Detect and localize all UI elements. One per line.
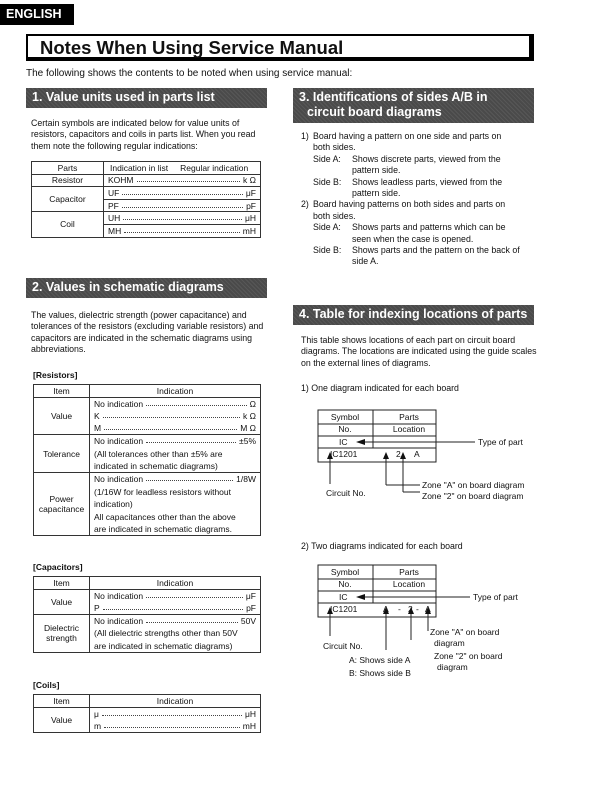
power-label-1: Power: [49, 494, 74, 505]
section-3-item-text: pattern side.: [352, 165, 401, 176]
resistors-label: [Resistors]: [33, 370, 78, 380]
tol-note-1: (All tolerances other than ±5% are: [90, 447, 261, 460]
language-tab: ENGLISH: [0, 4, 74, 25]
diagram-1-label: 1) One diagram indicated for each board: [301, 383, 459, 393]
d2-side-b: B: Shows side B: [349, 668, 411, 678]
d2-dash-1: -: [398, 604, 401, 614]
d2-zone-2-1: Zone "2" on board: [434, 651, 503, 661]
tol-noind: No indication: [94, 436, 144, 447]
coils-label: [Coils]: [33, 680, 60, 690]
section-3-item-key: Side A:: [313, 222, 341, 233]
th-regular: Regular indication: [180, 162, 249, 173]
d2-zone-2-2: diagram: [437, 662, 468, 672]
d1-ic1201: IC1201: [330, 449, 358, 459]
section-3-item-text: Board having a pattern on one side and parts on: [313, 131, 502, 141]
kohm-unit: k Ω: [243, 175, 256, 186]
section-3-item-text: seen when the case is opened.: [352, 233, 474, 244]
d1-zone-2-label: Zone "2" on board diagram: [422, 491, 524, 501]
d1-location: Location: [392, 424, 426, 434]
section-3-item-text: Shows parts and patterns which can be: [352, 222, 506, 233]
d2-location: Location: [392, 579, 426, 589]
coil-mh: mH: [242, 720, 256, 731]
d2-ic1201: IC1201: [330, 604, 358, 614]
cap-uf: μF: [245, 590, 256, 601]
d1-type: Type of part: [478, 437, 523, 447]
section-2-text: The values, dielectric strength (power capacitance) and tolerances of the resistors (excluding variable resistors) and capacitors are indicated in the schematic diagrams using abbreviations.: [31, 310, 264, 355]
pf-unit: pF: [246, 200, 256, 211]
uh-code: UH: [108, 213, 121, 224]
cap-pf: pF: [246, 602, 256, 613]
tolerance-label: Tolerance: [34, 435, 90, 473]
pow-note-2: indication): [90, 498, 261, 511]
cap-value-label: Value: [34, 589, 90, 614]
cap-noind: No indication: [94, 590, 144, 601]
coil-th-indication: Indication: [90, 695, 261, 708]
d1-parts: Parts: [399, 412, 419, 422]
section-3-item-text: Shows leadless parts, viewed from the: [352, 176, 503, 187]
diel-value: 50V: [240, 615, 256, 626]
pow-note-4: are indicated in schematic diagrams.: [90, 523, 261, 536]
pow-value: 1/8W: [236, 474, 256, 485]
coil-value-label: Value: [34, 707, 90, 732]
section-3-item-key: Side A:: [313, 153, 341, 164]
d2-parts: Parts: [399, 567, 419, 577]
power-label-2: capacitance: [38, 504, 85, 515]
uf-code: UF: [108, 187, 120, 198]
section-3-item-text: pattern side.: [352, 188, 401, 199]
mh-unit: mH: [242, 225, 256, 236]
uh-unit: μH: [244, 213, 256, 224]
section-3-item-text: both sides.: [313, 142, 356, 153]
d2-type: Type of part: [473, 592, 518, 602]
diel-note-2: are indicated in schematic diagrams): [90, 639, 261, 652]
d2-zone-2: 2: [408, 604, 413, 614]
res-kohm: k Ω: [243, 410, 256, 421]
capacitors-label: [Capacitors]: [33, 562, 83, 572]
d2-side: A: [383, 604, 389, 614]
section-3-title-1: 3. Identifications of sides A/B in: [299, 90, 488, 104]
res-k: K: [94, 410, 100, 421]
diel-label-1: Dielectric: [44, 623, 79, 634]
tol-note-2: indicated in schematic diagrams): [90, 460, 261, 473]
mh-code: MH: [108, 225, 122, 236]
d1-ic: IC: [339, 437, 348, 447]
diel-noind: No indication: [94, 615, 144, 626]
d1-zone-a-label: Zone "A" on board diagram: [422, 480, 525, 490]
d2-zone-a-1: Zone "A" on board: [430, 627, 500, 637]
diel-note-1: (All dielectric strengths other than 50V: [90, 627, 261, 640]
pf-code: PF: [108, 200, 119, 211]
th-indication-list: Indication in list: [110, 162, 169, 173]
section-3-item-key: Side B:: [313, 176, 342, 187]
coil-label: Coil: [32, 212, 104, 237]
d2-symbol: Symbol: [330, 567, 360, 577]
uf-unit: μF: [245, 187, 256, 198]
diel-label-2: strength: [46, 633, 77, 644]
th-parts: Parts: [32, 162, 104, 175]
section-2-header: 2. Values in schematic diagrams: [26, 278, 267, 298]
res-th-item: Item: [34, 385, 90, 398]
coil-mu: μ: [94, 708, 99, 719]
d2-zone-a: A: [425, 604, 431, 614]
section-3-item-text: Shows discrete parts, viewed from the: [352, 153, 501, 164]
cap-th-item: Item: [34, 577, 90, 590]
section-3-item-text: Shows parts and the pattern on the back of: [352, 245, 520, 256]
d1-circuit: Circuit No.: [326, 488, 366, 498]
res-ohm: Ω: [249, 398, 256, 409]
intro-text: The following shows the contents to be noted when using service manual:: [26, 68, 353, 79]
section-3-item-key: 1): [301, 131, 309, 141]
d2-dash-2: -: [416, 604, 419, 614]
section-4-header: 4. Table for indexing locations of parts: [293, 305, 534, 325]
section-3-item-key: 2): [301, 199, 309, 210]
d1-zone-2: 2: [396, 449, 401, 459]
page-title: Notes When Using Service Manual: [26, 34, 534, 61]
section-3-item-text: both sides.: [313, 210, 356, 221]
d2-circuit: Circuit No.: [323, 641, 363, 651]
res-value-label: Value: [34, 397, 90, 435]
pow-noind: No indication: [94, 474, 144, 485]
cap-th-indication: Indication: [90, 577, 261, 590]
section-4-text: This table shows locations of each part on circuit board diagrams. The locations are indicated using the guide scales on the external lines of diagrams.: [301, 335, 537, 368]
res-mohm: M Ω: [240, 423, 256, 434]
section-1-text: Certain symbols are indicated below for value units of resistors, capacitors and coils in parts list. When you read them note the following regular indications:: [31, 118, 256, 151]
kohm-code: KOHM: [108, 175, 134, 186]
res-noind: No indication: [94, 398, 144, 409]
res-th-indication: Indication: [90, 385, 261, 398]
tol-value: ±5%: [239, 436, 256, 447]
coil-m: m: [94, 720, 102, 731]
d2-ic: IC: [339, 592, 348, 602]
coil-th-item: Item: [34, 695, 90, 708]
pow-note-3: All capacitances other than the above: [90, 510, 261, 523]
d2-side-a: A: Shows side A: [349, 655, 411, 665]
d1-zone-a: A: [414, 449, 420, 459]
capacitor-label: Capacitor: [32, 187, 104, 212]
coil-uh: μH: [244, 708, 256, 719]
section-3-title-2: circuit board diagrams: [307, 105, 442, 119]
section-3-item-text: side A.: [352, 256, 379, 267]
cap-p: P: [94, 602, 100, 613]
d2-no: No.: [338, 579, 352, 589]
d2-zone-a-2: diagram: [434, 638, 465, 648]
res-m: M: [94, 423, 102, 434]
diagram-2-label: 2) Two diagrams indicated for each board: [301, 541, 463, 551]
section-3-item-text: Board having patterns on both sides and parts on: [313, 199, 506, 210]
section-1-header: 1. Value units used in parts list: [26, 88, 267, 108]
d1-no: No.: [338, 424, 352, 434]
resistor-label: Resistor: [32, 174, 104, 187]
section-3-item-key: Side B:: [313, 245, 342, 256]
pow-note-1: (1/16W for leadless resistors without: [90, 485, 261, 498]
d1-symbol: Symbol: [330, 412, 360, 422]
